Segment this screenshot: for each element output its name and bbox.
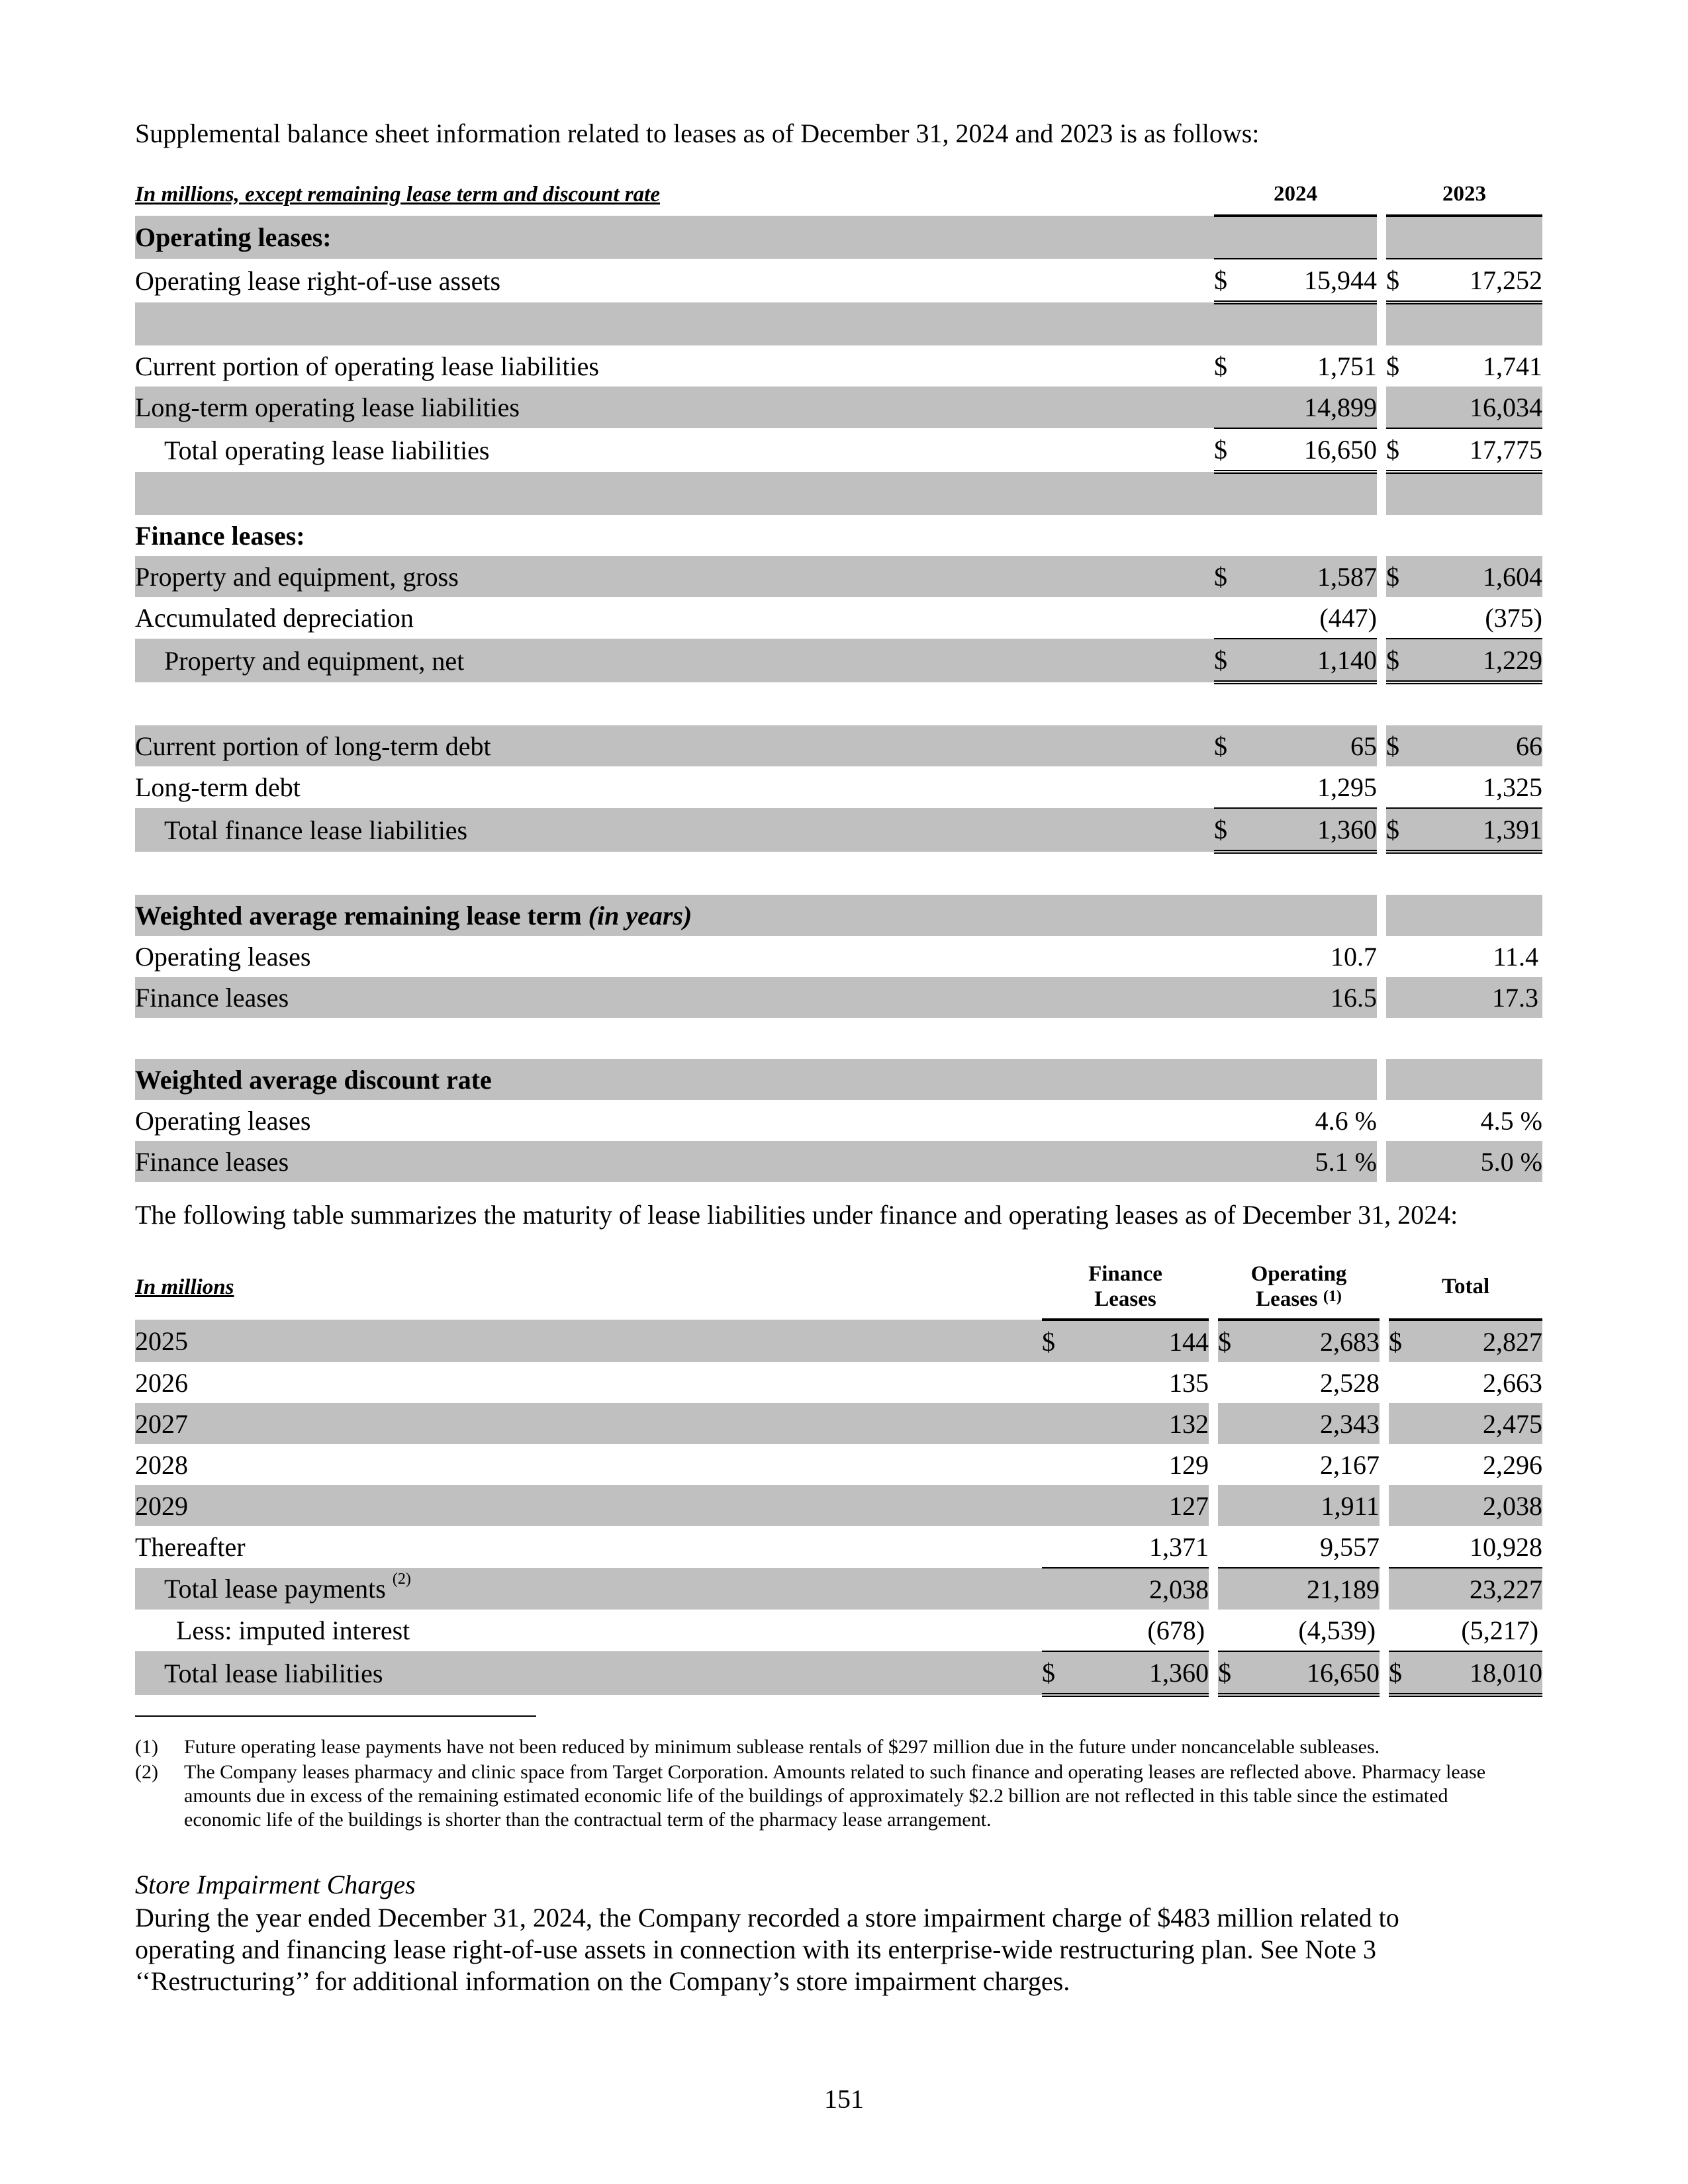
currency-symbol: $ — [1214, 808, 1244, 852]
table-row — [135, 1403, 1542, 1444]
currency-symbol: $ — [1214, 428, 1244, 472]
currency-symbol — [1214, 597, 1244, 639]
row-label: Operating leases — [135, 1105, 311, 1136]
currency-symbol: $ — [1042, 1651, 1072, 1695]
cell-2023: 66 — [1417, 725, 1542, 766]
cell-operating: 2,683 — [1248, 1320, 1380, 1362]
cell-2024: 1,295 — [1317, 772, 1377, 802]
table-row — [135, 1526, 1542, 1568]
cell-total: 18,010 — [1419, 1651, 1542, 1695]
table-row — [135, 808, 1542, 852]
currency-symbol: $ — [1386, 259, 1417, 302]
column-header-2023: 2023 — [1386, 173, 1542, 216]
spacer-row — [135, 852, 1542, 895]
table-row — [135, 1362, 1542, 1403]
row-label: Total lease liabilities — [135, 1651, 1042, 1695]
currency-symbol: $ — [1214, 351, 1227, 381]
table-header-label: In millions, except remaining lease term and discount rate — [135, 182, 660, 206]
row-label: Long-term operating lease liabilities — [135, 387, 1214, 428]
row-label: Property and equipment, gross — [135, 556, 1214, 597]
row-label: Operating lease right-of-use assets — [135, 265, 501, 296]
currency-symbol: $ — [1389, 1651, 1419, 1695]
cell-2023: 1,229 — [1417, 639, 1542, 682]
table-header-label: In millions — [135, 1275, 234, 1299]
row-label: Total finance lease liabilities — [135, 808, 1214, 852]
table-row — [135, 936, 1542, 977]
column-header-finance-leases: Finance Leases — [1042, 1255, 1209, 1320]
table-row — [135, 639, 1542, 682]
footnote-ref: (1) — [1323, 1288, 1342, 1305]
currency-symbol: $ — [1386, 639, 1417, 682]
currency-symbol — [1386, 597, 1417, 639]
intro-paragraph-2: The following table summarizes the maturity of lease liabilities under finance and operating leases as of December 31, 2024: — [135, 1200, 1458, 1230]
row-label: 2027 — [135, 1403, 1042, 1444]
table-row — [135, 428, 1542, 472]
table-row — [135, 1141, 1542, 1182]
currency-symbol: $ — [1386, 808, 1417, 852]
cell-2023: 16,034 — [1417, 387, 1542, 428]
page-number: 151 — [824, 2084, 864, 2114]
table-row — [135, 259, 1542, 302]
cell-2024: 1,140 — [1244, 639, 1377, 682]
cell-finance: 1,360 — [1072, 1651, 1209, 1695]
cell-2024: 65 — [1244, 725, 1377, 766]
table-row — [135, 597, 1542, 639]
spacer-row — [135, 682, 1542, 725]
cell-2024: 15,944 — [1244, 259, 1377, 302]
row-label: Thereafter — [135, 1532, 246, 1562]
row-label: Long-term debt — [135, 772, 301, 802]
row-label: Finance leases — [135, 977, 1214, 1018]
table-row — [135, 1100, 1542, 1141]
cell-finance: 135 — [1169, 1367, 1209, 1398]
currency-symbol — [1214, 387, 1244, 428]
row-label: Current portion of long-term debt — [135, 725, 1214, 766]
cell-total: (5,217) — [1419, 1610, 1542, 1651]
footnote-text: Future operating lease payments have not been reduced by minimum sublease rentals of $297 million due in the future under noncancelable subleases. — [184, 1736, 1380, 1758]
row-label: Less: imputed interest — [176, 1615, 410, 1645]
table-row — [135, 387, 1542, 428]
cell-2023: 5.0 % — [1417, 1141, 1542, 1182]
cell-total: 2,038 — [1419, 1485, 1542, 1526]
table-row — [135, 1320, 1542, 1362]
currency-symbol: $ — [1386, 556, 1417, 597]
row-label: Property and equipment, net — [135, 639, 1214, 682]
cell-operating: 1,911 — [1248, 1485, 1380, 1526]
cell-finance: 144 — [1072, 1320, 1209, 1362]
cell-total: 2,827 — [1419, 1320, 1542, 1362]
cell-total: 10,928 — [1419, 1526, 1542, 1568]
cell-2024: 16,650 — [1244, 428, 1377, 472]
cell-finance: 129 — [1169, 1449, 1209, 1480]
table-row — [135, 1444, 1542, 1485]
cell-finance: 127 — [1072, 1485, 1209, 1526]
cell-2023: 17,252 — [1417, 259, 1542, 302]
cell-2024: 1,360 — [1244, 808, 1377, 852]
currency-symbol: $ — [1214, 259, 1244, 302]
table-row — [135, 725, 1542, 766]
row-label: Operating leases — [135, 941, 311, 972]
table-row — [135, 515, 1542, 556]
cell-2023: 1,391 — [1417, 808, 1542, 852]
row-label: 2025 — [135, 1320, 1042, 1362]
cell-2023: 11.4 — [1493, 941, 1538, 972]
currency-symbol: $ — [1389, 1320, 1419, 1362]
cell-2023: 4.5 % — [1480, 1105, 1542, 1136]
cell-2023: 1,325 — [1483, 772, 1542, 802]
row-label: Finance leases: — [135, 520, 305, 551]
currency-symbol: $ — [1218, 1320, 1248, 1362]
cell-operating: 2,167 — [1320, 1449, 1380, 1480]
row-label: Accumulated depreciation — [135, 603, 414, 633]
table-row — [135, 1610, 1542, 1651]
section-title: Store Impairment Charges — [135, 1870, 416, 1899]
row-label: Total operating lease liabilities — [164, 435, 490, 465]
currency-symbol — [1386, 387, 1417, 428]
cell-finance: 1,371 — [1072, 1526, 1209, 1568]
row-label: Operating leases: — [135, 216, 1214, 259]
cell-operating: 21,189 — [1248, 1568, 1380, 1610]
currency-symbol: $ — [1214, 725, 1244, 766]
table-row — [135, 1651, 1542, 1695]
cell-operating: 2,528 — [1320, 1367, 1380, 1398]
column-header-2024: 2024 — [1214, 173, 1377, 216]
cell-2023: (375) — [1485, 602, 1542, 633]
table-row — [135, 1059, 1542, 1100]
row-label-unit: (in years) — [588, 900, 692, 931]
column-header-operating-leases: Operating Leases $^{(1)}$ — [1218, 1255, 1380, 1320]
footnote-divider — [135, 1715, 536, 1717]
currency-symbol: $ — [1214, 639, 1244, 682]
footnote-1 — [135, 1735, 1525, 1759]
cell-operating: 16,650 — [1248, 1651, 1380, 1695]
row-label: Current portion of operating lease liabilities — [135, 351, 599, 381]
cell-2023: 1,741 — [1483, 351, 1542, 381]
cell-finance: 132 — [1072, 1403, 1209, 1444]
currency-symbol — [1214, 766, 1244, 808]
currency-symbol: $ — [1042, 1320, 1072, 1362]
row-label: 2026 — [135, 1367, 188, 1398]
currency-symbol: $ — [1386, 428, 1417, 472]
spacer-row — [135, 302, 1542, 345]
table-row — [135, 977, 1542, 1018]
cell-total: 23,227 — [1419, 1568, 1542, 1610]
balance-sheet-table — [135, 173, 1542, 1182]
row-label: 2028 — [135, 1449, 188, 1480]
currency-symbol: $ — [1214, 556, 1244, 597]
table-header-row — [135, 173, 1542, 216]
cell-2024: (447) — [1319, 602, 1377, 633]
currency-symbol — [1386, 766, 1417, 808]
currency-symbol: $ — [1386, 351, 1399, 381]
cell-operating: 2,343 — [1248, 1403, 1380, 1444]
row-label: Weighted average remaining lease term (in years) — [135, 895, 1214, 936]
table-row — [135, 556, 1542, 597]
cell-2024: 10.7 — [1331, 941, 1377, 972]
intro-paragraph-1: Supplemental balance sheet information related to leases as of December 31, 2024 and 2023 is as follows: — [135, 118, 1260, 148]
cell-2024: 14,899 — [1244, 387, 1377, 428]
footnote-ref: (2) — [392, 1570, 411, 1588]
cell-2023: 1,604 — [1417, 556, 1542, 597]
cell-total: 2,663 — [1483, 1367, 1543, 1398]
table-row — [135, 1568, 1542, 1610]
table-row — [135, 895, 1542, 936]
cell-total: 2,296 — [1483, 1449, 1543, 1480]
cell-operating: 9,557 — [1248, 1526, 1380, 1568]
footnote-marker: (1) — [135, 1736, 158, 1758]
currency-symbol: $ — [1386, 725, 1417, 766]
currency-symbol: $ — [1218, 1651, 1248, 1695]
footnote-2 — [135, 1760, 1525, 1832]
section-body: During the year ended December 31, 2024, the Company recorded a store impairment charge of $483 million related to operating and financing lease right-of-use assets in connection with its enterprise-wide restructuring plan. See Note 3 ‘‘Restructuring’’ for additional information on the Company’s store impairment charges. — [135, 1903, 1399, 1996]
cell-finance: (678) — [1072, 1610, 1209, 1651]
row-label: Finance leases — [135, 1141, 1214, 1182]
cell-2024: 5.1 % — [1244, 1141, 1377, 1182]
cell-finance: 2,038 — [1072, 1568, 1209, 1610]
footnote-text: The Company leases pharmacy and clinic space from Target Corporation. Amounts related to such finance and operating leases are reflected above. Pharmacy lease amounts due in excess of the remaining estimated economic life of the buildings of approximately $2.2 billion are not reflected in this table since the estimated economic life of the buildings is shorter than the contractual term of the pharmacy lease arrangement. — [184, 1761, 1486, 1831]
row-label: Total lease payments $^{(2)}$ — [135, 1568, 1042, 1610]
lease-maturity-table — [135, 1255, 1542, 1697]
cell-total: 2,475 — [1419, 1403, 1542, 1444]
table-row — [135, 1485, 1542, 1526]
table-row — [135, 345, 1542, 387]
table-header-row — [135, 1255, 1542, 1320]
spacer-row — [135, 472, 1542, 515]
row-label: Weighted average discount rate — [135, 1059, 1214, 1100]
cell-2024: 4.6 % — [1315, 1105, 1377, 1136]
spacer-row — [135, 1018, 1542, 1059]
row-label: 2029 — [135, 1485, 1042, 1526]
cell-operating: (4,539) — [1248, 1610, 1380, 1651]
cell-2024: 1,587 — [1244, 556, 1377, 597]
cell-2023: 17,775 — [1417, 428, 1542, 472]
table-row — [135, 216, 1542, 259]
column-header-total: Total — [1389, 1255, 1542, 1320]
cell-2024: 1,751 — [1317, 351, 1377, 381]
cell-2024: 16.5 — [1244, 977, 1377, 1018]
footnote-marker: (2) — [135, 1761, 158, 1783]
table-row — [135, 766, 1542, 808]
cell-2023: 17.3 — [1417, 977, 1542, 1018]
